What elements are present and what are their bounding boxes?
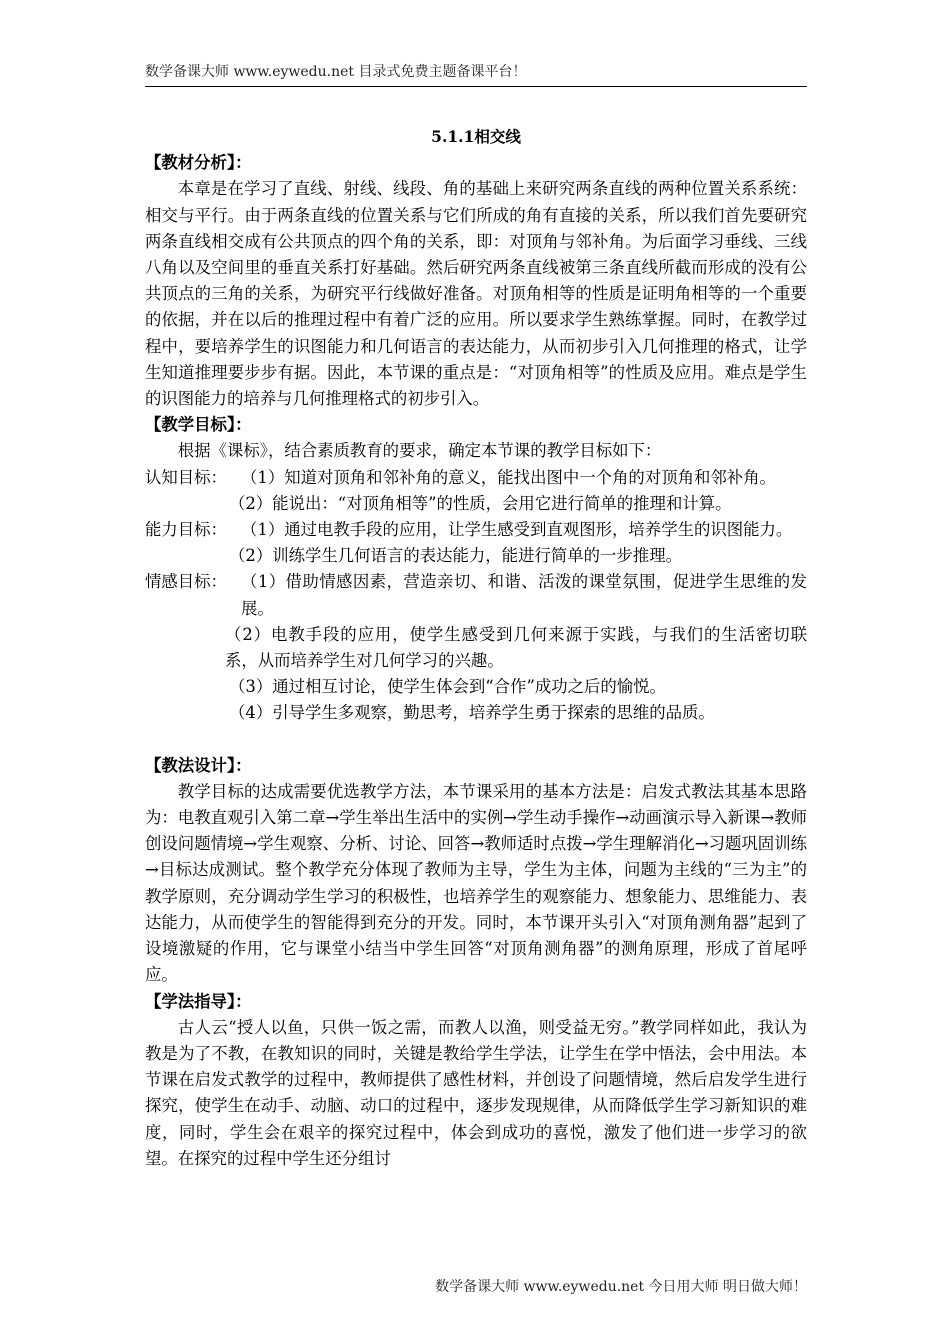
ability-goal-1: 能力目标： （1）通过电教手段的应用，让学生感受到直观图形，培养学生的识图能力。 [145,517,807,543]
section-heading-method: 【教法设计】： [145,755,252,775]
objectives-intro: 根据《课标》，结合素质教育的要求，确定本节课的教学目标如下： [177,441,662,461]
emotion-goal-3: （3）通过相互讨论，使学生体会到“合作”成功之后的愉悦。 [229,677,666,697]
emotion-goal-2: （2）电教手段的应用，使学生感受到几何来源于实践，与我们的生活密切联系，从而培养学生对几何学习的兴趣。 [225,624,807,671]
cognitive-goal-2: （2）能说出：“对顶角相等”的性质，会用它进行简单的推理和计算。 [229,493,732,513]
page-title: 5.1.1相交线 [431,127,521,146]
emotion-goal-1: 情感目标： （1）借助情感因素，营造亲切、和谐、活泼的课堂氛围，促进学生思维的发展。 [145,569,807,621]
method-paragraph: 教学目标的达成需要优选教学方法，本节课采用的基本方法是：启发式教法其基本思路为：电教直观引入第二章→学生举出生活中的实例→学生动手操作→动画演示导入新课→教师创设问题情境→学生观察、分析、讨论、回答→教师适时点拨→学生理解消化→习题巩固训练→目标达成测试。整个教学充分体现了教师为主导，学生为主体，问题为主线的“三为主”的教学原则，充分调动学生学习的积极性，也培养学生的观察能力、想象能力、思维能力、表达能力，从而使学生的智能得到充分的开发。同时，本节课开头引入“对顶角测角器”起到了设境激疑的作用，它与课堂小结当中学生回答“对顶角测角器”的测角原理，形成了首尾呼应。 [145,781,807,985]
cognitive-goal-1: 认知目标： （1）知道对顶角和邻补角的意义，能找出图中一个角的对顶角和邻补角。 [145,465,807,491]
section-heading-analysis: 【教材分析】： [145,153,252,173]
section-heading-learning: 【学法指导】： [145,991,252,1011]
learning-paragraph: 古人云“授人以鱼，只供一饭之需，而教人以渔，则受益无穷。”教学同样如此，我认为教是为了不教，在教知识的同时，关键是教给学生学法，让学生在学中悟法，会中用法。本节课在启发式教学的过程中，教师提供了感性材料，并创设了问题情境，然后启发学生进行探究，使学生在动手、动脑、动口的过程中，逐步发现规律，从而降低学生学习新知识的难度，同时，学生会在艰辛的探究过程中，体会到成功的喜悦，激发了他们进一步学习的欲望。在探究的过程中学生还分组讨 [145,1017,807,1168]
analysis-paragraph: 本章是在学习了直线、射线、线段、角的基础上来研究两条直线的两种位置关系系统：相交与平行。由于两条直线的位置关系与它们所成的角有直接的关系，所以我们首先要研究两条直线相交成有公共顶点的四个角的关系，即：对顶角与邻补角。为后面学习垂线、三线八角以及空间里的垂直关系打好基础。然后研究两条直线被第三条直线所截而形成的没有公共顶点的三角的关系，为研究平行线做好准备。对顶角相等的性质是证明角相等的一个重要的依据，并在以后的推理过程中有着广泛的应用。所以要求学生熟练掌握。同时，在教学过程中，要培养学生的识图能力和几何语言的表达能力，从而初步引入几何推理的格式，让学生知道推理要步步有据。因此，本节课的重点是：“对顶角相等”的性质及应用。难点是学生的识图能力的培养与几何推理格式的初步引入。 [145,179,807,409]
section-heading-objectives: 【教学目标】： [145,415,252,435]
emotion-goal-4: （4）引导学生多观察，勤思考，培养学生勇于探索的思维的品质。 [229,703,715,723]
cognitive-label: 认知目标： [145,467,227,487]
page-footer: 数学备课大师 www.eywedu.net 今日用大师 明日做大师！ [435,1279,807,1295]
page-header: 数学备课大师 www.eywedu.net 目录式免费主题备课平台！ [145,62,807,87]
document-body [145,124,807,1172]
emotion-label: 情感目标： [145,572,227,592]
ability-goal-2: （2）训练学生几何语言的表达能力，能进行简单的一步推理。 [229,546,682,566]
ability-label: 能力目标： [145,520,227,540]
